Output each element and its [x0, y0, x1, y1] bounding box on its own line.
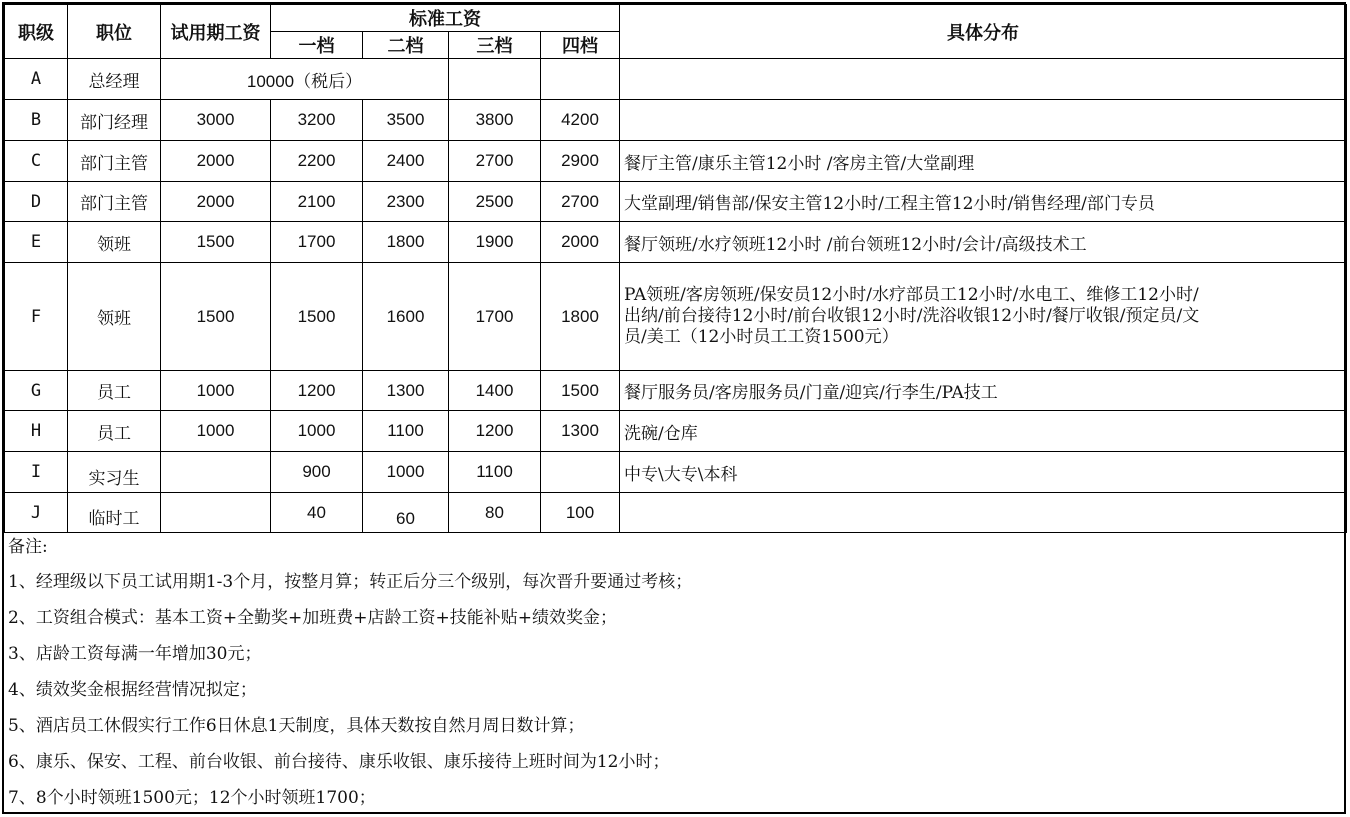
grade-cell: J [5, 493, 68, 533]
position-cell: 员工 [68, 411, 161, 452]
distribution-cell: 洗碗/仓库 [620, 411, 1347, 452]
table-row [5, 263, 1347, 371]
note-item: 7、8个小时领班1500元；12个小时领班1700； [8, 788, 376, 808]
position-cell: 部门主管 [68, 182, 161, 222]
probation-cell: 1500 [161, 263, 271, 371]
tier-4-cell [541, 59, 620, 100]
tier-3-cell: 1400 [449, 371, 541, 411]
tier-2-cell: 1300 [363, 371, 449, 411]
tier-1-cell: 900 [271, 452, 363, 493]
header-standard-wage: 标准工资 [271, 5, 620, 32]
tier-3-cell: 1700 [449, 263, 541, 371]
table-row [5, 59, 1347, 100]
tier-3-cell: 1200 [449, 411, 541, 452]
table-row [5, 493, 1347, 533]
distribution-cell: 中专\大专\本科 [620, 452, 1347, 493]
table-row [5, 411, 1347, 452]
merged-wage-cell: 10000（税后） [161, 59, 449, 100]
tier-4-cell: 2700 [541, 182, 620, 222]
tier-1-cell: 2200 [271, 141, 363, 182]
tier-4-cell: 1800 [541, 263, 620, 371]
position-cell: 实习生 [68, 452, 161, 493]
tier-3-cell: 1900 [449, 222, 541, 263]
grade-cell: E [5, 222, 68, 263]
tier-4-cell: 2000 [541, 222, 620, 263]
tier-3-cell [449, 59, 541, 100]
salary-sheet [2, 2, 1346, 814]
distribution-cell: 餐厅领班/水疗领班12小时 /前台领班12小时/会计/高级技术工 [620, 222, 1347, 263]
distribution-cell [620, 263, 1347, 371]
position-cell: 领班 [68, 263, 161, 371]
probation-cell: 1000 [161, 371, 271, 411]
header-tier-1: 一档 [271, 32, 363, 59]
position-cell: 临时工 [68, 493, 161, 533]
grade-cell: D [5, 182, 68, 222]
tier-4-cell: 2900 [541, 141, 620, 182]
distribution-cell: 餐厅服务员/客房服务员/门童/迎宾/行李生/PA技工 [620, 371, 1347, 411]
tier-4-cell: 4200 [541, 100, 620, 141]
probation-cell [161, 452, 271, 493]
position-cell: 部门主管 [68, 141, 161, 182]
distribution-line: 出纳/前台接待12小时/前台收银12小时/洗浴收银12小时/餐厅收银/预定员/文 [624, 306, 1200, 326]
header-tier-2: 二档 [363, 32, 449, 59]
note-item: 5、酒店员工休假实行工作6日休息1天制度，具体天数按自然月周日数计算； [8, 716, 585, 736]
position-cell: 总经理 [68, 59, 161, 100]
tier-1-cell: 1500 [271, 263, 363, 371]
note-item: 3、店龄工资每满一年增加30元； [8, 644, 262, 664]
probation-cell: 2000 [161, 141, 271, 182]
tier-1-cell: 3200 [271, 100, 363, 141]
note-item: 1、经理级以下员工试用期1-3个月，按整月算；转正后分三个级别，每次晋升要通过考核； [8, 572, 693, 592]
position-cell: 员工 [68, 371, 161, 411]
grade-cell: C [5, 141, 68, 182]
tier-2-cell: 1000 [363, 452, 449, 493]
table-row [5, 141, 1347, 182]
note-item: 6、康乐、保安、工程、前台收银、前台接待、康乐收银、康乐接待上班时间为12小时； [8, 752, 670, 772]
probation-cell: 3000 [161, 100, 271, 141]
notes-title: 备注: [8, 537, 48, 557]
grade-cell: G [5, 371, 68, 411]
tier-3-cell: 2500 [449, 182, 541, 222]
tier-2-cell: 60 [363, 493, 449, 533]
tier-3-cell: 1100 [449, 452, 541, 493]
distribution-cell [620, 493, 1347, 533]
header-tier-4: 四档 [541, 32, 620, 59]
header-probation: 试用期工资 [161, 5, 271, 59]
note-item: 4、绩效奖金根据经营情况拟定； [8, 680, 257, 700]
table-row [5, 100, 1347, 141]
probation-cell: 2000 [161, 182, 271, 222]
table-row [5, 452, 1347, 493]
header-grade: 职级 [5, 5, 68, 59]
header-tier-3: 三档 [449, 32, 541, 59]
grade-cell: F [5, 263, 68, 371]
tier-1-cell: 2100 [271, 182, 363, 222]
table-row [5, 371, 1347, 411]
tier-1-cell: 1000 [271, 411, 363, 452]
tier-3-cell: 2700 [449, 141, 541, 182]
probation-cell [161, 493, 271, 533]
header-distribution: 具体分布 [620, 5, 1347, 59]
distribution-line: 员/美工（12小时员工工资1500元） [624, 327, 899, 347]
tier-1-cell: 1700 [271, 222, 363, 263]
tier-2-cell: 2300 [363, 182, 449, 222]
tier-2-cell: 1100 [363, 411, 449, 452]
probation-cell: 1000 [161, 411, 271, 452]
distribution-cell: 餐厅主管/康乐主管12小时 /客房主管/大堂副理 [620, 141, 1347, 182]
distribution-cell [620, 100, 1347, 141]
distribution-cell [620, 59, 1347, 100]
grade-cell: B [5, 100, 68, 141]
grade-cell: I [5, 452, 68, 493]
header-row-1 [5, 5, 1347, 32]
distribution-line: PA领班/客房领班/保安员12小时/水疗部员工12小时/水电工、维修工12小时/ [624, 285, 1199, 305]
tier-1-cell: 40 [271, 493, 363, 533]
tier-1-cell: 1200 [271, 371, 363, 411]
table-row [5, 222, 1347, 263]
probation-cell: 1500 [161, 222, 271, 263]
grade-cell: A [5, 59, 68, 100]
tier-3-cell: 80 [449, 493, 541, 533]
tier-4-cell [541, 452, 620, 493]
position-cell: 领班 [68, 222, 161, 263]
tier-4-cell: 1500 [541, 371, 620, 411]
tier-2-cell: 3500 [363, 100, 449, 141]
note-item: 2、工资组合模式：基本工资+全勤奖+加班费+店龄工资+技能补贴+绩效奖金； [8, 608, 618, 628]
grade-cell: H [5, 411, 68, 452]
notes-section [4, 530, 1344, 816]
salary-table [4, 4, 1347, 533]
tier-2-cell: 1800 [363, 222, 449, 263]
tier-4-cell: 1300 [541, 411, 620, 452]
header-position: 职位 [68, 5, 161, 59]
distribution-cell: 大堂副理/销售部/保安主管12小时/工程主管12小时/销售经理/部门专员 [620, 182, 1347, 222]
tier-2-cell: 2400 [363, 141, 449, 182]
tier-3-cell: 3800 [449, 100, 541, 141]
tier-2-cell: 1600 [363, 263, 449, 371]
tier-4-cell: 100 [541, 493, 620, 533]
position-cell: 部门经理 [68, 100, 161, 141]
table-row [5, 182, 1347, 222]
